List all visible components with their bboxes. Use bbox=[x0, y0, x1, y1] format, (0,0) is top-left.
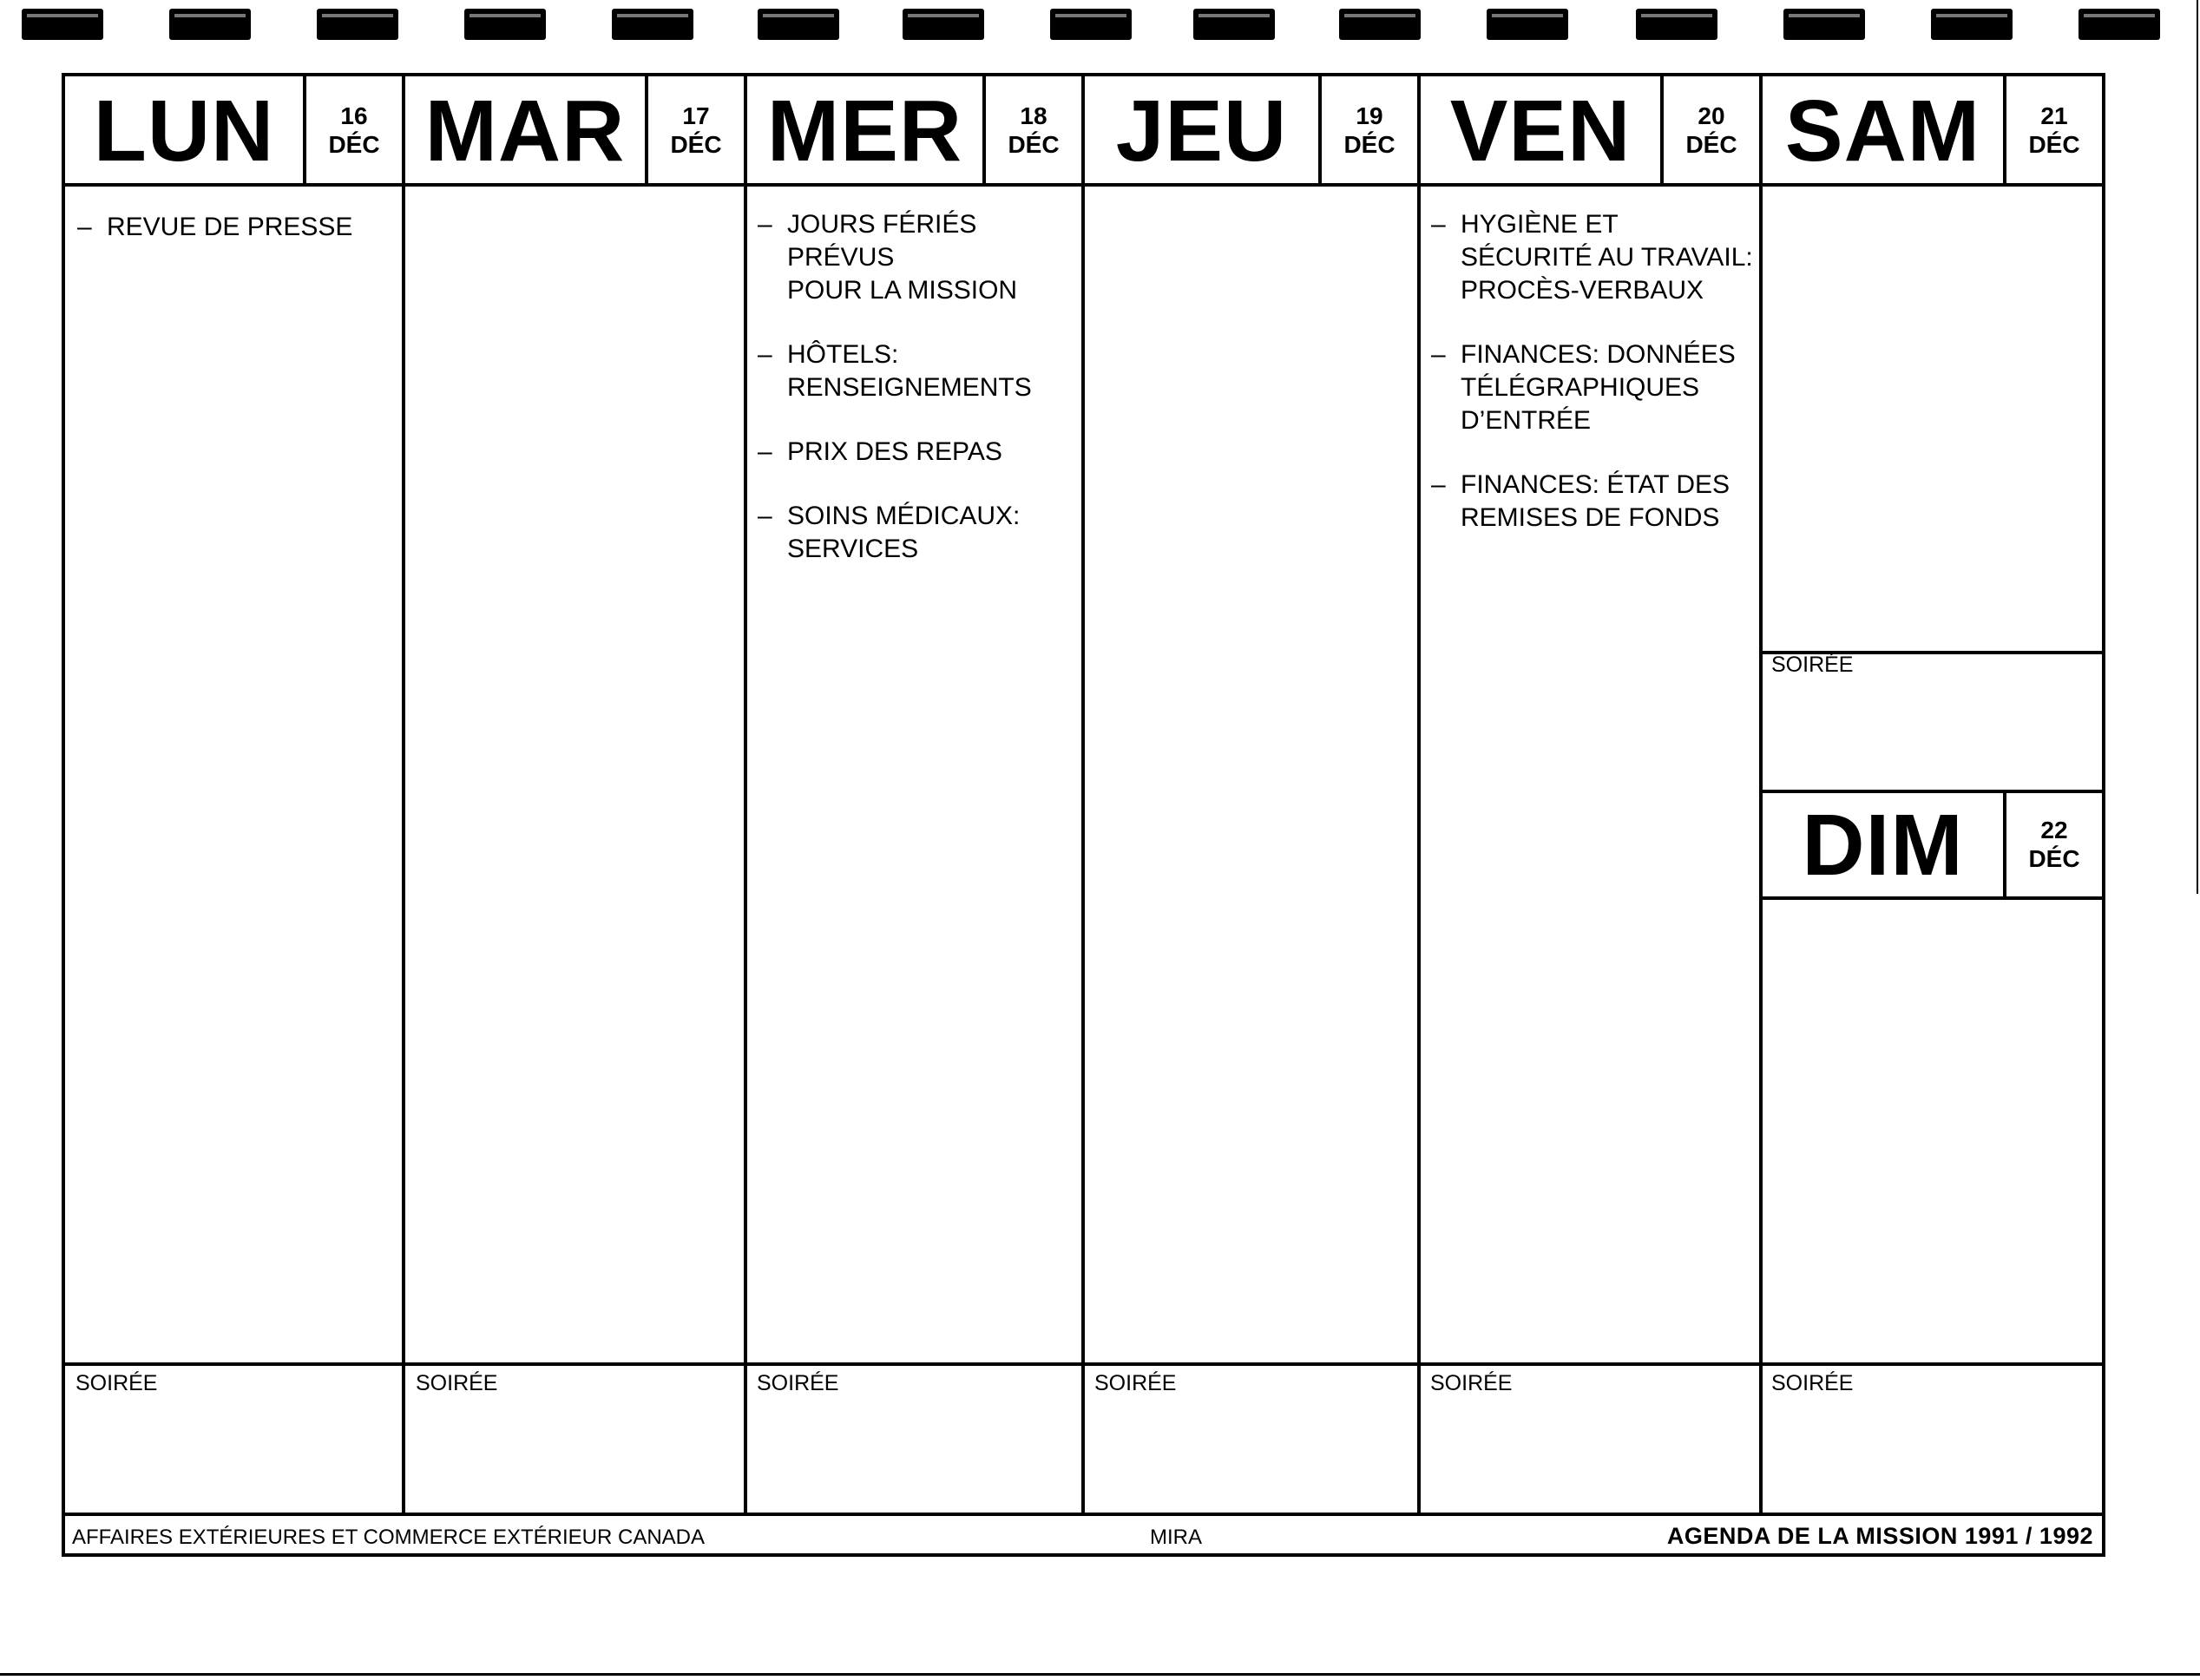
month: DÉC bbox=[2028, 130, 2080, 158]
footer-title: AGENDA DE LA MISSION 1991 / 1992 bbox=[1666, 1523, 2093, 1549]
month: DÉC bbox=[1008, 130, 1060, 158]
month: DÉC bbox=[2028, 844, 2080, 872]
date-box bbox=[2003, 76, 2102, 185]
day-name: VEN bbox=[1449, 82, 1632, 180]
footer-rule bbox=[65, 1513, 2102, 1516]
binding-hole bbox=[464, 9, 546, 40]
footer-organization: AFFAIRES EXTÉRIEURES ET COMMERCE EXTÉRIEUR CANADA bbox=[72, 1526, 706, 1549]
binding-hole bbox=[1050, 9, 1132, 40]
soiree-rule bbox=[65, 1362, 2102, 1366]
month: DÉC bbox=[328, 130, 380, 158]
column-divider bbox=[1417, 76, 1421, 1513]
header-dim bbox=[1763, 793, 2102, 896]
day-name: MAR bbox=[424, 82, 626, 180]
page-bottom-rule bbox=[0, 1673, 2200, 1676]
month: DÉC bbox=[670, 130, 722, 158]
soiree-label: SOIRÉE bbox=[1430, 1371, 1513, 1395]
day-number: 22 bbox=[2040, 817, 2068, 844]
day-name: MER bbox=[766, 82, 963, 180]
header-mer bbox=[747, 76, 1081, 185]
header-ven bbox=[1421, 76, 1759, 185]
day-number: 16 bbox=[340, 102, 368, 130]
footer-code: MIRA bbox=[1150, 1526, 1202, 1549]
date-box bbox=[645, 76, 744, 185]
day-name: DIM bbox=[1802, 796, 1964, 894]
weekly-calendar bbox=[62, 73, 2105, 1557]
binding-hole bbox=[317, 9, 398, 40]
header-lun bbox=[65, 76, 402, 185]
binding-hole bbox=[1931, 9, 2013, 40]
note-item: – JOURS FÉRIÉS PRÉVUS POUR LA MISSION bbox=[758, 208, 1079, 307]
column-divider bbox=[744, 76, 747, 1513]
binding-hole bbox=[1193, 9, 1275, 40]
day-name: JEU bbox=[1115, 82, 1288, 180]
binding-hole bbox=[903, 9, 984, 40]
binding-hole bbox=[2079, 9, 2160, 40]
day-name: SAM bbox=[1784, 82, 1981, 180]
date-box bbox=[982, 76, 1081, 185]
note-item: – FINANCES: ÉTAT DES REMISES DE FONDS bbox=[1431, 469, 1757, 535]
binding-hole bbox=[1487, 9, 1568, 40]
day-number: 17 bbox=[682, 102, 710, 130]
date-box bbox=[2003, 793, 2102, 896]
binding-hole bbox=[169, 9, 251, 40]
day-name: LUN bbox=[93, 82, 275, 180]
date-box bbox=[1318, 76, 1417, 185]
date-box bbox=[1660, 76, 1759, 185]
notes-ven bbox=[1431, 208, 1757, 566]
header-mar bbox=[405, 76, 744, 185]
soiree-label: SOIRÉE bbox=[1771, 653, 1854, 677]
binding-hole bbox=[22, 9, 103, 40]
note-item: – HYGIÈNE ET SÉCURITÉ AU TRAVAIL: PROCÈS-VERBAUX bbox=[1431, 208, 1757, 307]
header-sam bbox=[1763, 76, 2102, 185]
notes-mer bbox=[758, 208, 1079, 597]
dim-header-bottom-rule bbox=[1759, 896, 2102, 900]
column-divider bbox=[402, 76, 405, 1513]
month: DÉC bbox=[1685, 130, 1737, 158]
header-jeu bbox=[1085, 76, 1417, 185]
binding-hole bbox=[612, 9, 693, 40]
soiree-label: SOIRÉE bbox=[416, 1371, 498, 1395]
spiral-binding bbox=[0, 9, 2200, 43]
note-item: – REVUE DE PRESSE bbox=[77, 211, 390, 244]
soiree-label: SOIRÉE bbox=[76, 1371, 158, 1395]
day-number: 20 bbox=[1698, 102, 1725, 130]
day-number: 21 bbox=[2040, 102, 2068, 130]
soiree-label: SOIRÉE bbox=[1771, 1371, 1854, 1395]
note-item: – FINANCES: DONNÉES TÉLÉGRAPHIQUES D’ENTRÉE bbox=[1431, 338, 1757, 437]
note-item: – SOINS MÉDICAUX: SERVICES bbox=[758, 500, 1079, 566]
note-item: – HÔTELS: RENSEIGNEMENTS bbox=[758, 338, 1079, 404]
column-divider bbox=[1081, 76, 1085, 1513]
soiree-label: SOIRÉE bbox=[757, 1371, 839, 1395]
binding-hole bbox=[758, 9, 839, 40]
notes-lun bbox=[77, 211, 390, 275]
note-item: – PRIX DES REPAS bbox=[758, 436, 1079, 469]
binding-hole bbox=[1339, 9, 1421, 40]
month: DÉC bbox=[1343, 130, 1396, 158]
day-number: 19 bbox=[1356, 102, 1383, 130]
soiree-label: SOIRÉE bbox=[1094, 1371, 1177, 1395]
binding-hole bbox=[1636, 9, 1717, 40]
day-number: 18 bbox=[1020, 102, 1047, 130]
date-box bbox=[303, 76, 402, 185]
binding-hole bbox=[1783, 9, 1865, 40]
page-edge-mark bbox=[2197, 0, 2198, 894]
